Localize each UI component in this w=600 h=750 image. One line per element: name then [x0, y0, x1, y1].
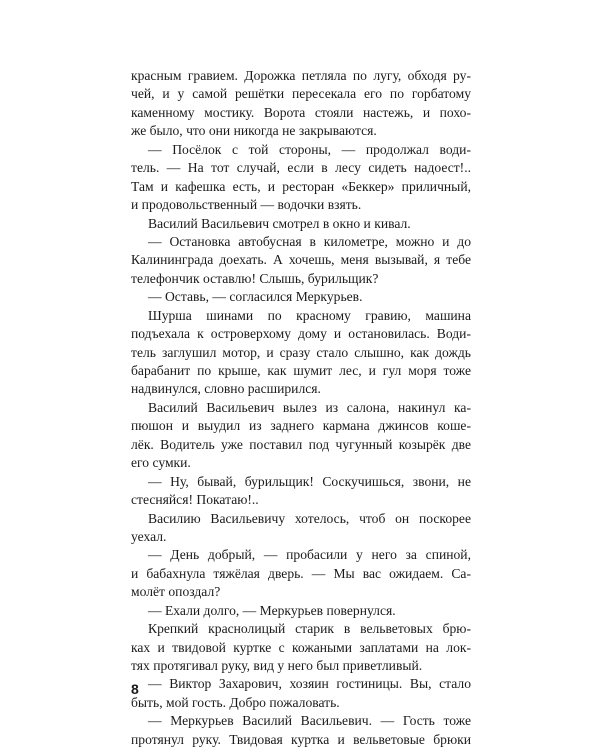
text-line: протянул руку. Твидовая куртка и вельветовые брюки — [131, 731, 471, 747]
text-line: тель. — На тот случай, если в лесу сидеть надоест!.. — [131, 160, 471, 176]
text-line: уехал. — [131, 528, 167, 544]
text-line: — День добрый, — пробасили у него за спиной, — [148, 547, 471, 563]
text-line: и продовольственный — водочки взять. — [131, 197, 362, 213]
text-line: его сумки. — [131, 455, 191, 471]
text-line: лёк. Водитель уже поставил под чугунный козырёк две — [131, 436, 471, 452]
text-line: — Ехали долго, — Меркурьев повернулся. — [148, 602, 396, 618]
text-line: и бабахнула тяжёлая дверь. — Мы вас ожидаем. Са- — [131, 565, 471, 581]
text-line: быть, мой гость. Добро пожаловать. — [131, 694, 340, 710]
text-line: Василий Васильевич вылез из салона, накинул ка- — [148, 399, 471, 415]
text-line: Там и кафешка есть, и ресторан «Беккер» приличный, — [131, 178, 471, 194]
text-line: Шурша шинами по красному гравию, машина — [148, 307, 471, 323]
text-line: каменному мостику. Ворота стояли настежь, и похо- — [131, 104, 471, 120]
page-number: 8 — [131, 681, 139, 697]
text-line: Василий Васильевич смотрел в окно и кивал. — [148, 215, 411, 231]
text-line: — Меркурьев Василий Васильевич. — Гость тоже — [148, 713, 471, 729]
text-line: Василию Васильевичу хотелось, чтоб он поскорее — [148, 510, 471, 526]
text-line: — Виктор Захарович, хозяин гостиницы. Вы, стало — [148, 676, 471, 692]
text-line: ках и твидовой куртке с кожаными заплатами на лок- — [131, 639, 471, 655]
text-line: барабанит по крыше, как шумит лес, и гул моря тоже — [131, 363, 471, 378]
text-line: — Ну, бывай, бурильщик! Соскучишься, звони, не — [148, 473, 471, 489]
text-line: тель заглушил мотор, и сразу стало слышно, как дождь — [131, 344, 471, 360]
text-line: же было, что они никогда не закрываются. — [131, 123, 377, 139]
text-line: — Посёлок с той стороны, — продолжал води- — [148, 141, 471, 157]
text-line: чей, и у самой решётки пересекала его по горбатому — [131, 86, 471, 102]
text-line: молёт опоздал? — [131, 584, 221, 600]
text-line: надвинулся, словно расширился. — [131, 381, 321, 397]
text-line: тях протягивал руку, вид у него был приветливый. — [131, 658, 423, 673]
text-line: пюшон и выудил из заднего кармана джинсов коше- — [131, 418, 471, 434]
text-line: стесняйся! Покатаю!.. — [131, 492, 259, 508]
text-line: Крепкий краснолицый старик в вельветовых брю- — [148, 621, 471, 637]
text-line: красным гравием. Дорожка петляла по лугу, обходя ру- — [131, 68, 471, 83]
page-body — [131, 67, 471, 749]
text-line: — Остановка автобусная в километре, можно и до — [148, 233, 471, 249]
text-line: Калининграда доехать. А хочешь, меня вызывай, я тебе — [131, 252, 471, 268]
text-line: телефончик оставлю! Слышь, бурильщик? — [131, 270, 379, 286]
text-line: — Оставь, — согласился Меркурьев. — [148, 289, 363, 305]
text-line: подъехала к островерхому дому и остановилась. Води- — [131, 326, 471, 342]
